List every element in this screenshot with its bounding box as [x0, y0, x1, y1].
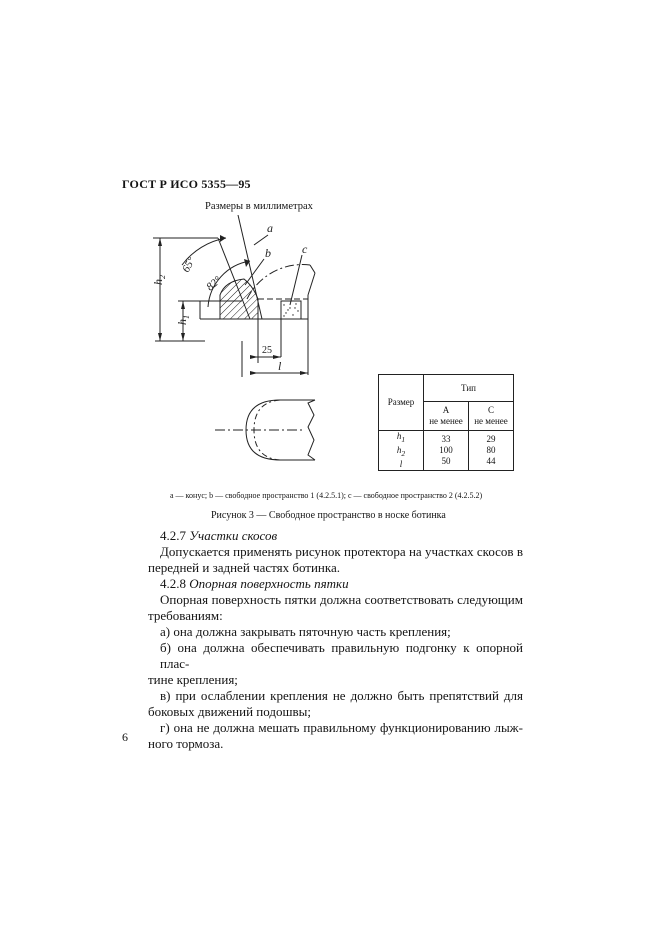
break-line: [308, 400, 315, 460]
figure-legend: a — конус; b — свободное пространство 1 (4.2.5.1); c — свободное пространство 2 (4.2.5.2): [170, 491, 483, 500]
list-item-a: а) она должна закрывать пяточную часть крепления;: [160, 624, 451, 639]
col-a-values: 33 100 50: [424, 431, 469, 471]
label-h1: $h_1$: [175, 315, 191, 325]
label-c: c: [302, 242, 308, 256]
figure-caption: Рисунок 3 — Свободное пространство в носке ботинка: [211, 510, 446, 521]
size-table: [378, 374, 514, 471]
label-b: b: [265, 246, 271, 260]
paragraph: Опорная поверхность пятки должна соответствовать следующим: [160, 592, 523, 607]
list-item-b-cont: тине крепления;: [148, 672, 238, 687]
list-item-b: б) она должна обеспечивать правильную подгонку к опорной плас-: [160, 640, 523, 671]
label-dim-l: l: [278, 359, 282, 373]
list-item-v: в) при ослаблении крепления не должно быть препятствий для: [160, 688, 523, 703]
figure-3-drawing: [150, 215, 380, 480]
document-header: ГОСТ Р ИСО 5355—95: [122, 177, 251, 191]
row-names: $h_1$ $h_2$ l: [379, 431, 424, 471]
label-angle-82: 82°: [204, 274, 224, 294]
label-angle-65: 65°: [180, 255, 198, 275]
list-item-g: г) она не должна мешать правильному функционированию лыж-: [160, 720, 523, 735]
paragraph: передней и задней частях ботинка.: [148, 560, 341, 575]
label-a: a: [267, 221, 273, 235]
size-header: Размер: [379, 375, 424, 431]
col-a-header: А не менее: [424, 402, 469, 431]
label-dim-25: 25: [262, 345, 272, 356]
body-text: [148, 528, 523, 752]
col-c-header: С не менее: [469, 402, 514, 431]
list-item-v-cont: боковых движений подошвы;: [148, 704, 311, 719]
section-4-2-8-heading: 4.2.8 Опорная поверхность пятки: [160, 576, 349, 591]
free-space-1-hatched: [220, 279, 258, 319]
units-note: Размеры в миллиметрах: [205, 201, 313, 212]
label-h2: $h_2$: [151, 275, 167, 285]
section-4-2-7-heading: 4.2.7 Участки скосов: [160, 528, 278, 543]
col-c-values: 29 80 44: [469, 431, 514, 471]
page-number: 6: [122, 730, 128, 744]
type-header: Тип: [424, 375, 514, 402]
paragraph: требованиям:: [148, 608, 223, 623]
list-item-g-cont: ного тормоза.: [148, 736, 224, 751]
paragraph: Допускается применять рисунок протектора на участках скосов в: [160, 544, 523, 559]
